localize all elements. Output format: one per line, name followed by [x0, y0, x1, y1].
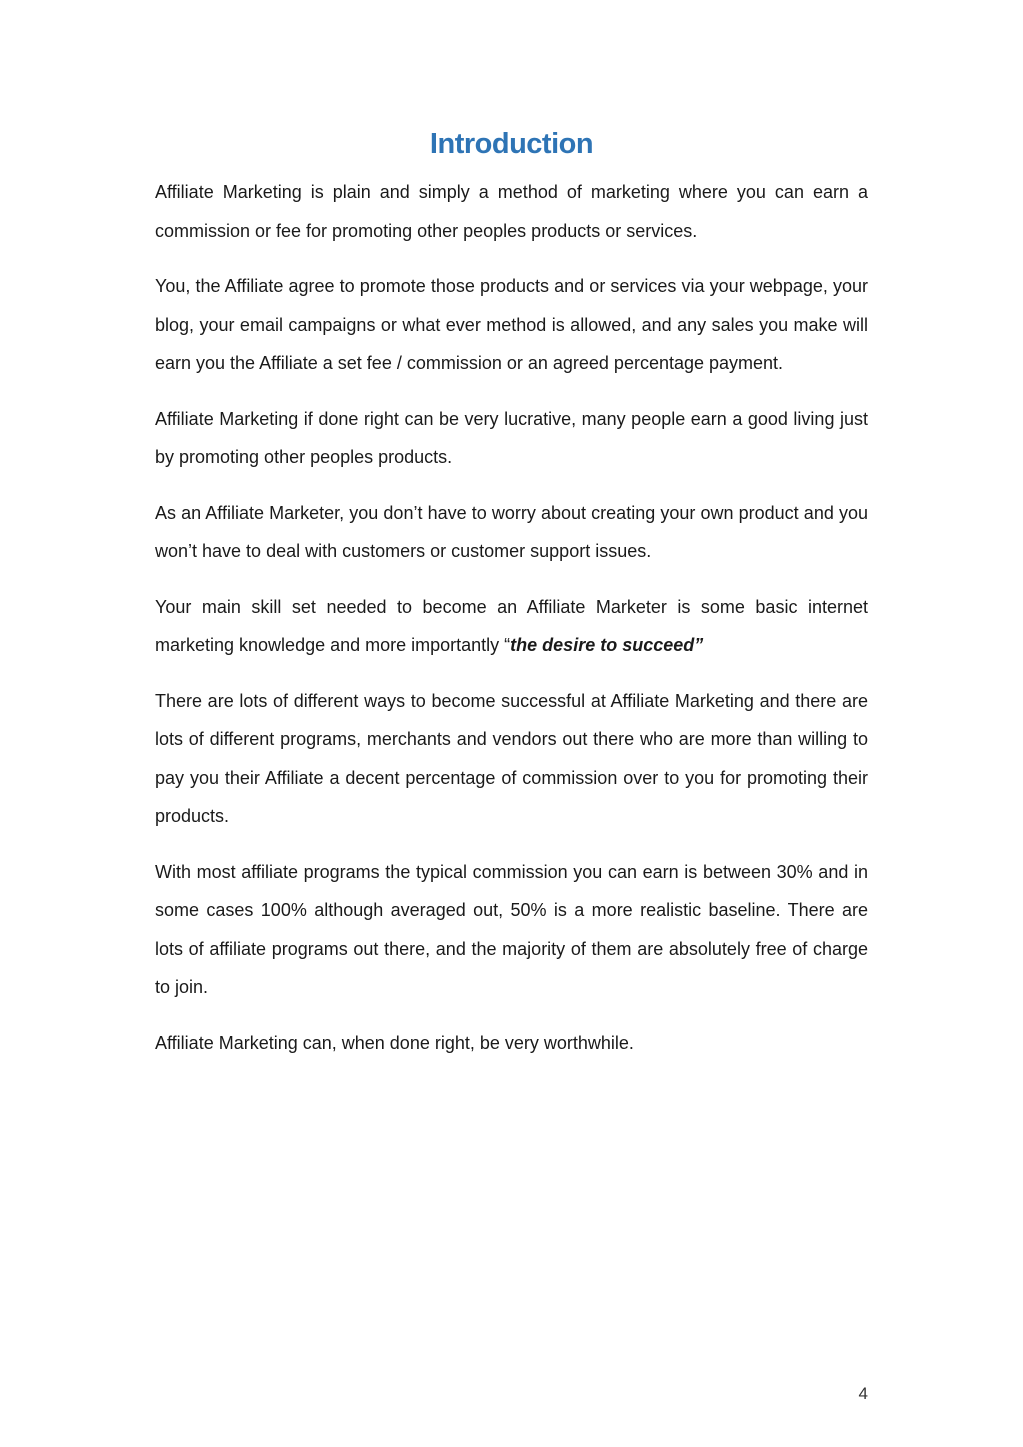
page-title: Introduction: [429, 128, 594, 160]
paragraph-lucrative: Affiliate Marketing if done right can be very lucrative, many people earn a good living just by promoting other peoples products.: [155, 408, 868, 467]
paragraph-commission: With most affiliate programs the typical commission you can earn is between 30% and in some cases 100% although averaged out, 50% is a more realistic baseline. There are lots of affiliate programs out there, and the majority of them are absolutely free of charge to join.: [155, 861, 868, 997]
body-text: [155, 173, 868, 1079]
paragraph-programs: There are lots of different ways to become successful at Affiliate Marketing and there are lots of different programs, merchants and vendors out there who are more than willing to pay you their Affiliate a decent percentage of commission over to you for promoting their products.: [155, 690, 868, 826]
paragraph-definition: Affiliate Marketing is plain and simply a method of marketing where you can earn a commission or fee for promoting other peoples products or services.: [155, 182, 868, 241]
paragraph-affiliate-role: You, the Affiliate agree to promote those products and or services via your webpage, your blog, your email campaigns or what ever method is allowed, and any sales you make will earn you the Affiliate a set fee / commission or an agreed percentage payment.: [155, 276, 868, 373]
desire-to-succeed-emphasis: the desire to succeed”: [510, 635, 704, 655]
paragraph-conclusion: Affiliate Marketing can, when done right, be very worthwhile.: [155, 1032, 634, 1053]
page-number: 4: [858, 1384, 868, 1403]
paragraph-no-product: As an Affiliate Marketer, you don’t have to worry about creating your own product and you won’t have to deal with customers or customer support issues.: [155, 502, 868, 561]
paragraph-skill-set: [155, 588, 868, 665]
skill-set-text: Your main skill set needed to become an Affiliate Marketer is some basic internet marketing knowledge and more importantly “: [155, 596, 868, 655]
